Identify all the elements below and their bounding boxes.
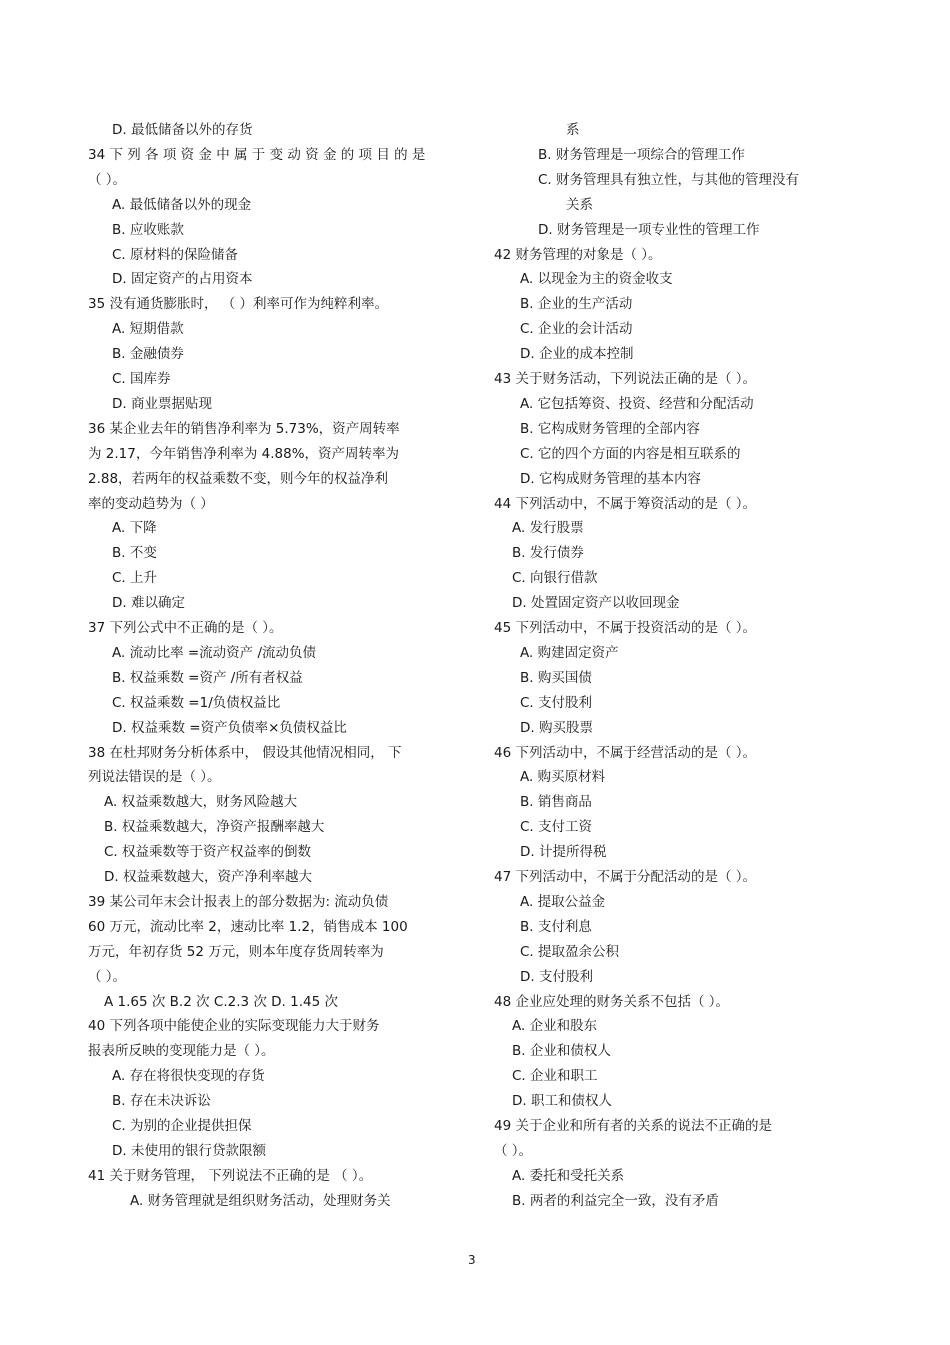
right-line: D. 它构成财务管理的基本内容 xyxy=(520,470,701,487)
left-line: A. 短期借款 xyxy=(112,321,184,338)
right-line: 43 关于财务活动，下列说法正确的是（ ）。 xyxy=(494,371,757,387)
left-line: D. 权益乘数越大，资产净利率越大 xyxy=(104,869,312,885)
right-line: A. 以现金为主的资金收支 xyxy=(520,271,673,288)
right-line: B. 财务管理是一项综合的管理工作 xyxy=(538,146,745,163)
left-line: A 1.65 次 B.2 次 C.2.3 次 D. 1.45 次 xyxy=(104,993,338,1010)
right-line: C. 支付工资 xyxy=(520,819,593,836)
left-line: 率的变动趋势为（ ） xyxy=(88,495,214,512)
left-line: C. 原材料的保险储备 xyxy=(112,246,239,263)
right-line: A. 它包括筹资、投资、经营和分配活动 xyxy=(520,395,754,412)
left-line: B. 不变 xyxy=(112,545,157,562)
left-line: C. 国库券 xyxy=(112,371,171,387)
right-line: B. 企业的生产活动 xyxy=(520,296,633,313)
right-line: 47 下列活动中，不属于分配活动的是（ ）。 xyxy=(494,869,757,885)
left-line: D. 未使用的银行贷款限额 xyxy=(112,1142,266,1159)
right-line: C. 财务管理具有独立性，与其他的管理没有 xyxy=(538,171,800,188)
left-line: A. 最低储备以外的现金 xyxy=(112,196,252,213)
left-line: D. 固定资产的占用资本 xyxy=(112,271,253,288)
left-line: B. 存在未决诉讼 xyxy=(112,1093,211,1110)
right-line: B. 销售商品 xyxy=(520,794,592,811)
right-line: D. 处置固定资产以收回现金 xyxy=(512,595,680,612)
right-line: A. 发行股票 xyxy=(512,520,584,537)
left-line: A. 权益乘数越大，财务风险越大 xyxy=(104,794,298,811)
left-line: B. 权益乘数越大，净资产报酬率越大 xyxy=(104,819,325,836)
right-line: B. 企业和债权人 xyxy=(512,1043,611,1060)
left-line: A. 财务管理就是组织财务活动，处理财务关 xyxy=(130,1192,391,1209)
page-number: 3 xyxy=(468,1253,476,1267)
left-line: （ ）。 xyxy=(88,968,127,985)
right-line: B. 发行债券 xyxy=(512,545,584,562)
right-line: D. 购买股票 xyxy=(520,719,593,736)
left-line: A. 流动比率 =流动资产 /流动负债 xyxy=(112,644,317,661)
left-line: 38 在杜邦财务分析体系中， 假设其他情况相同， 下 xyxy=(88,744,402,761)
left-line: D. 商业票据贴现 xyxy=(112,395,212,412)
left-line: 列说法错误的是（ ）。 xyxy=(88,769,221,786)
right-line: 44 下列活动中，不属于筹资活动的是（ ）。 xyxy=(494,495,757,512)
right-line: A. 提取公益金 xyxy=(520,893,606,910)
right-line: B. 购买国债 xyxy=(520,669,592,686)
right-line: C. 企业和职工 xyxy=(512,1068,598,1085)
right-line: D. 职工和债权人 xyxy=(512,1093,612,1110)
left-line: C. 权益乘数等于资产权益率的倒数 xyxy=(104,844,312,861)
left-line: C. 为别的企业提供担保 xyxy=(112,1118,252,1134)
left-line: 2.88，若两年的权益乘数不变，则今年的权益净利 xyxy=(88,470,389,487)
right-line: C. 向银行借款 xyxy=(512,570,598,587)
left-line: 万元，年初存货 52 万元，则本年度存货周转率为 xyxy=(88,943,384,960)
right-line: C. 企业的会计活动 xyxy=(520,321,633,338)
right-line: C. 它的四个方面的内容是相互联系的 xyxy=(520,445,741,462)
right-line: D. 计提所得税 xyxy=(520,844,607,861)
right-line: A. 委托和受托关系 xyxy=(512,1167,625,1184)
right-line: 48 企业应处理的财务关系不包括（ ）。 xyxy=(494,993,730,1010)
left-line: 报表所反映的变现能力是（ ）。 xyxy=(88,1043,275,1060)
left-line: C. 权益乘数 =1/负债权益比 xyxy=(112,694,281,711)
right-line: D. 支付股利 xyxy=(520,968,593,985)
left-line: 40 下列各项中能使企业的实际变现能力大于财务 xyxy=(88,1018,380,1035)
left-line: 41 关于财务管理， 下列说法不正确的是 （ ）。 xyxy=(88,1167,373,1184)
right-line: 46 下列活动中，不属于经营活动的是（ ）。 xyxy=(494,744,757,761)
right-line: 42 财务管理的对象是（ ）。 xyxy=(494,246,662,263)
right-line: 关系 xyxy=(566,196,593,213)
right-line: A. 购买原材料 xyxy=(520,769,606,786)
right-line: D. 财务管理是一项专业性的管理工作 xyxy=(538,221,760,238)
left-line: 37 下列公式中不正确的是（ ）。 xyxy=(88,620,283,636)
right-line: A. 企业和股东 xyxy=(512,1018,598,1035)
left-line: C. 上升 xyxy=(112,570,158,587)
right-line: B. 它构成财务管理的全部内容 xyxy=(520,420,700,437)
left-line: B. 金融债券 xyxy=(112,346,184,363)
right-line: B. 两者的利益完全一致，没有矛盾 xyxy=(512,1192,719,1209)
left-line: 39 某公司年末会计报表上的部分数据为: 流动负债 xyxy=(88,893,389,910)
right-line: A. 购建固定资产 xyxy=(520,644,619,661)
right-line: C. 提取盈余公积 xyxy=(520,943,620,960)
left-line: B. 权益乘数 =资产 /所有者权益 xyxy=(112,669,303,686)
right-line: C. 支付股利 xyxy=(520,694,593,711)
right-line: 49 关于企业和所有者的关系的说法不正确的是 xyxy=(494,1118,772,1134)
left-line: 36 某企业去年的销售净利率为 5.73%，资产周转率 xyxy=(88,420,400,437)
left-line: B. 应收账款 xyxy=(112,221,184,238)
left-line: 为 2.17，今年销售净利率为 4.88%，资产周转率为 xyxy=(88,445,400,462)
right-line: D. 企业的成本控制 xyxy=(520,346,634,363)
right-line: B. 支付利息 xyxy=(520,918,592,935)
left-line: A. 存在将很快变现的存货 xyxy=(112,1068,265,1085)
left-line: D. 最低储备以外的存货 xyxy=(112,122,253,138)
left-line: 35 没有通货膨胀时， （ ）利率可作为纯粹利率。 xyxy=(88,296,389,313)
left-line: （ ）。 xyxy=(88,171,127,188)
left-line: 34 下 列 各 项 资 金 中 属 于 变 动 资 金 的 项 目 的 是 xyxy=(88,146,426,163)
right-line: （ ）。 xyxy=(494,1142,533,1159)
left-line: A. 下降 xyxy=(112,520,157,537)
left-line: D. 权益乘数 =资产负债率×负债权益比 xyxy=(112,719,347,736)
right-line: 45 下列活动中，不属于投资活动的是（ ）。 xyxy=(494,620,757,636)
left-line: 60 万元，流动比率 2，速动比率 1.2，销售成本 100 xyxy=(88,918,408,935)
right-line: 系 xyxy=(566,122,580,138)
left-line: D. 难以确定 xyxy=(112,595,185,612)
